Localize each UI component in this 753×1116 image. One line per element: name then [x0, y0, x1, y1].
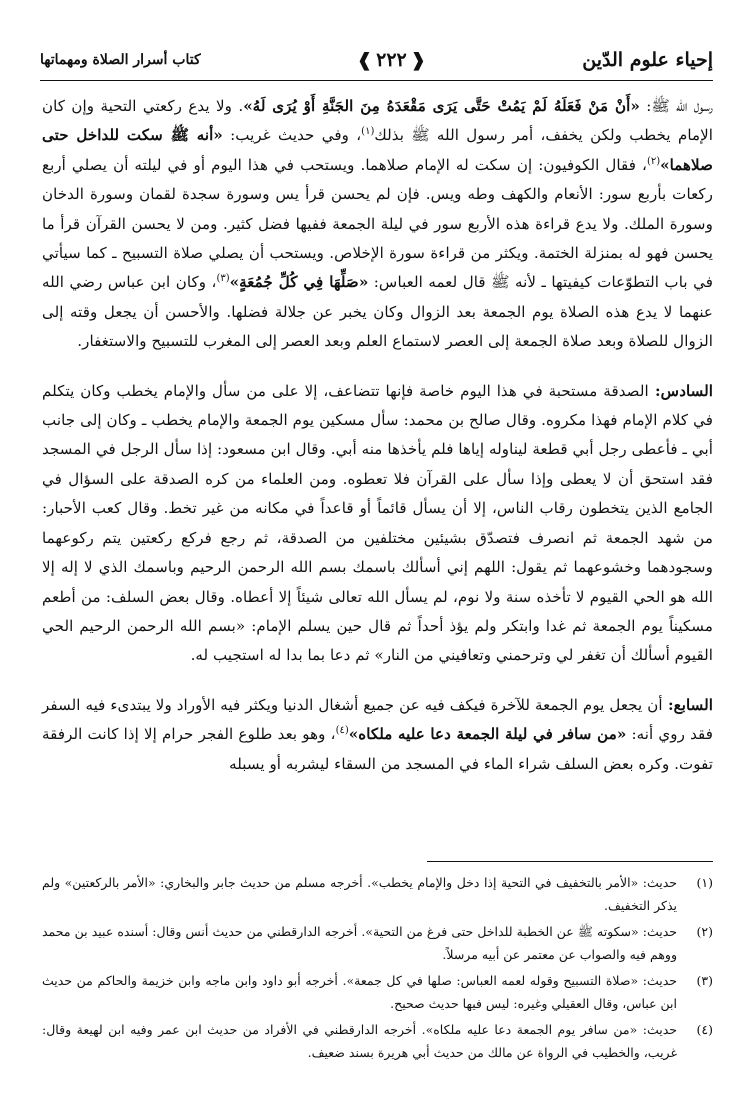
paragraph: [42, 691, 713, 779]
footnote-ref: (١): [361, 126, 375, 138]
hadith-quote: «من سافر في ليلة الجمعة دعا عليه ملكاه»: [348, 725, 627, 744]
footnote-text: حديث: «الأمر بالتخفيف في التحية إذا دخل والإمام يخطب». أخرجه مسلم من حديث جابر والبخاري: «الأمر بالركعتين» ولم يذكر التخفيف.: [42, 875, 677, 913]
footnote-text: حديث: «سكوته ﷺ عن الخطبة للداخل حتى فرغ من التحية». أخرجه الدارقطني من حديث أنس وقال: أسنده عبيد بن محمد ووهم فيه والصواب عن معتمر عن أبيه مرسلاً.: [42, 924, 677, 962]
footnote-ref: (٢): [646, 155, 661, 167]
footnote: [42, 872, 713, 917]
hadith-quote: «صَلِّهَا فِي كُلِّ جُمُعَةٍ»: [229, 273, 369, 292]
footnote-number: (١): [696, 875, 713, 890]
paragraph: [42, 377, 713, 671]
hadith-quote: «أنه ﷺ سكت للداخل حتى صلاهما»: [42, 126, 713, 174]
paragraph-lead: السادس:: [648, 381, 713, 400]
footnotes: [42, 872, 713, 1068]
body-text: ، فقال الكوفيون: إن سكت له الإمام صلاهما. ويستحب في هذا اليوم أو في ليلته أن يصلي أربع ركعات بأربع سور: الأنعام والكهف وطه ويس. فإن لم يحسن قرأ يس وسورة سجدة لقمان وسورة الدخان وسورة الملك. ولا يدع قراءة هذه الأربع سور في ليلة الجمعة ففيها فضل كثير. ومن لا يحسن القرآن قرأ ما يحسن فهو له بمنزلة الختمة. ويكثر من قراءة سورة الإخلاص. ويستحب أن يصلي صلاة التسبيح ـ كما سيأتي في باب التطوّعات كيفيتها ـ لأنه ﷺ قال لعمه العباس:: [42, 155, 713, 292]
ornament-icon: ❱: [357, 49, 373, 71]
footnote-number: (٣): [696, 973, 713, 988]
body-text: رسول الله ﷺ:: [639, 97, 713, 115]
main-text: [42, 92, 713, 779]
paragraph-lead: السابع:: [662, 695, 713, 714]
footnote-separator: [427, 861, 713, 862]
page-number: ٢٢٢: [376, 49, 407, 71]
body-text: ، وفي حديث غريب:: [222, 126, 362, 145]
book-title: إحياء علوم الدّين: [582, 49, 713, 71]
section-title: كتاب أسرار الصلاة ومهماتها: [40, 52, 201, 68]
ornament-icon: ❰: [410, 49, 426, 71]
body-text: ، وهو بعد طلوع الفجر حرام إلا إذا كانت الرفقة تفوت. وكره بعض السلف شراء الماء في المسجد من السقاء ليشربه أو يسبله: [42, 725, 713, 773]
paragraph: [42, 92, 713, 357]
footnote: [42, 921, 713, 966]
footnote-text: حديث: «صلاة التسبيح وقوله لعمه العباس: صلها في كل جمعة». أخرجه أبو داود وابن ماجه وابن خزيمة والحاكم من حديث ابن عباس، وقال العقيلي وغيره: ليس فيها حديث صحيح.: [42, 973, 677, 1011]
footnote: [42, 1019, 713, 1064]
footnote-ref: (٣): [216, 273, 230, 285]
running-header: [40, 40, 713, 81]
footnote-ref: (٤): [335, 725, 349, 737]
footnote-number: (٤): [696, 1022, 713, 1037]
body-text: الصدقة مستحبة في هذا اليوم خاصة فإنها تتضاعف، إلا على من سأل والإمام يخطب وكان يتكلم في كلام الإمام فهذا مكروه. وقال صالح بن محمد: سأل مسكين يوم الجمعة والإمام يخطب ـ وكان إلى جانب أبي ـ فأعطى رجل أبي قطعة ليناوله إياها فلم يأخذها منه أبي. وقال ابن مسعود: إذا سأل الرجل في المسجد فقد استحق أن لا يعطى وإذا سأل على القرآن فلا تعطوه. ومن العلماء من كره الصدقة على السؤال في الجامع الذين يتخطون رقاب الناس، إلا أن يسأل قائماً أو قاعداً في مكانه من غير تخط. وقال كعب الأحبار: من شهد الجمعة ثم انصرف فتصدّق بشيئين مختلفين من الصدقة، ثم رجع فركع ركعتين يتم ركوعهما وسجودهما وخشوعهما ثم يقول: اللهم إني أسألك باسمك بسم الله الرحمن الرحيم وباسمك الذي لا إله إلا الله هو الحي القيوم لا تأخذه سنة ولا نوم، لم يسأل الله تعالى شيئاً إلا أعطاه. وقال بعض السلف: من أطعم مسكيناً يوم الجمعة ثم غدا وابتكر ولم يؤذ أحداً ثم قال حين يسلم الإمام: «بسم الله الرحمن الرحيم الحي القيوم أسألك أن تغفر لي وترحمني وتعافيني من النار» ثم دعا بما بدا له استجيب له.: [42, 381, 713, 665]
footnote-number: (٢): [696, 924, 713, 939]
footnote-text: حديث: «من سافر يوم الجمعة دعا عليه ملكاه». أخرجه الدارقطني في الأفراد من حديث ابن عمر وفيه ابن لهيعة وقال: غريب، والخطيب في الرواة عن مالك من حديث أبي هريرة بسند ضعيف.: [42, 1022, 677, 1060]
body-text: ، وكان ابن عباس رضي الله عنهما لا يدع هذه الصلاة يوم الجمعة بعد الزوال وكان يخبر عن جلالة فضلها. والأحسن أن يجعل وقته إلى الزوال للصلاة وبعد صلاة الجمعة إلى العصر لاستماع العلم وبعد العصر إلى المغرب للتسبيح والاستغفار.: [42, 273, 713, 351]
footnote: [42, 970, 713, 1015]
hadith-quote: «أَنْ مَنْ فَعَلَهُ لَمْ يَمُتْ حَتَّى يَرَى مَقْعَدَهُ مِنَ الجَنَّةِ أَوْ يُرَى لَهُ»: [243, 97, 640, 115]
body-text: أن يجعل يوم الجمعة للآخرة فيكف فيه عن جميع أشغال الدنيا ويكثر فيه الأوراد ولا يبتدىء فيه السفر فقد روي أنه:: [42, 695, 713, 744]
body-text: . ولا يدع ركعتي التحية وإن كان الإمام يخطب ولكن يخفف، أمر رسول الله ﷺ بذلك: [42, 97, 713, 145]
page-number-block: [357, 49, 426, 71]
